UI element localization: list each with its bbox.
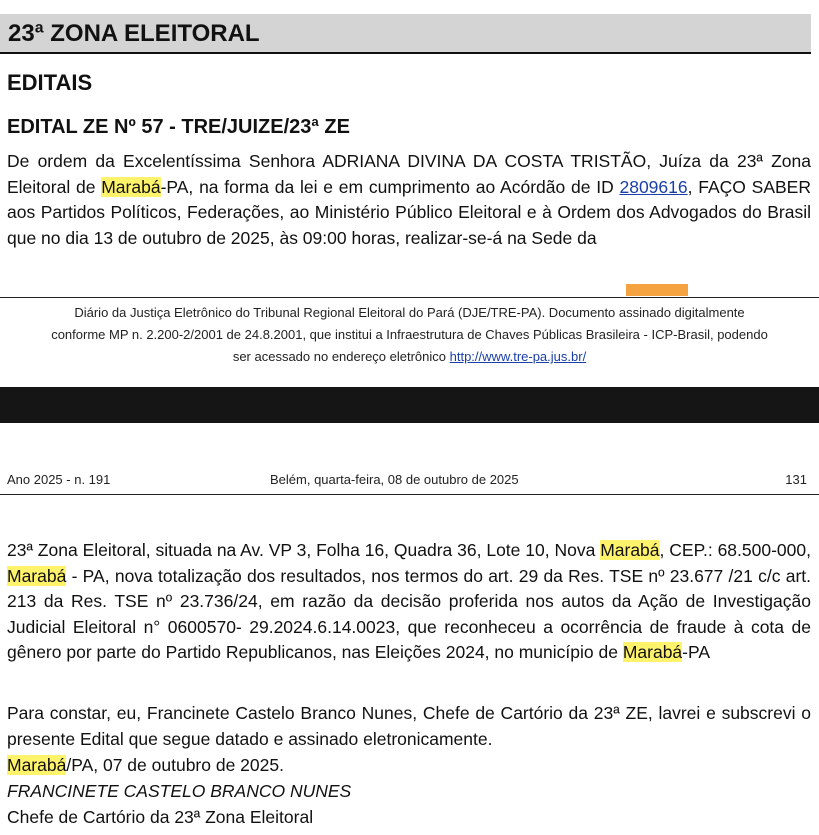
footer-line-3-text: ser acessado no endereço eletrônico	[232, 349, 450, 364]
issue-number: Ano 2025 - n. 191	[7, 472, 111, 487]
footer-line-3	[0, 346, 819, 368]
edital-paragraph-3: Para constar, eu, Francinete Castelo Branco Nunes, Chefe de Cartório da 23ª ZE, lavrei e subscrevi o presente Edital que segue datado e assinado eletronicamente.	[7, 703, 811, 749]
footer-divider	[0, 297, 819, 298]
p2-text-3: - PA, nova totalização dos resultados, nos termos do art. 29 da Res. TSE nº 23.677 /21 c/c art. 213 da Res. TSE nº 23.736/24, em razão da decisão proferida nos autos da Ação de Investigação Judicial Eleitoral n° 0600570- 29.2024.6.14.0023, que reconheceu a ocorrência de fraude à cota de gênero por parte do Partido Republicanos, nas Eleições 2024, no município de	[7, 565, 811, 662]
date-text: /PA, 07 de outubro de 2025.	[66, 755, 284, 775]
section-title-bar	[0, 14, 811, 54]
edital-paragraph-2	[7, 538, 811, 666]
publication-date: Belém, quarta-feira, 08 de outubro de 2025	[270, 472, 519, 487]
footer-line-2: conforme MP n. 2.200-2/2001 de 24.8.2001, que institui a Infraestrutura de Chaves Públicas Brasileira - ICP-Brasil, podendo	[51, 327, 768, 342]
page-header	[0, 472, 819, 492]
section-title: 23ª ZONA ELEITORAL	[8, 20, 260, 47]
acordao-id-link[interactable]: 2809616	[619, 176, 688, 197]
signer-name: FRANCINETE CASTELO BRANCO NUNES	[7, 781, 352, 801]
date-line	[7, 753, 284, 779]
tre-pa-url-link[interactable]: http://www.tre-pa.jus.br/	[449, 349, 587, 364]
editais-heading: EDITAIS	[7, 70, 93, 95]
highlight-maraba: Marabá	[101, 176, 161, 197]
highlight-maraba: Marabá	[600, 540, 660, 560]
p1-text-1: De ordem da Excelentíssima Senhora ADRIANA DIVINA DA COSTA TRISTÃO, Juíza da 23ª Zona Eleitoral de	[7, 151, 811, 197]
page-separator-band	[0, 387, 819, 423]
orange-marker	[626, 284, 688, 296]
p2-text-2: , CEP.: 68.500-000,	[659, 540, 811, 560]
p1-text-2: -PA, na forma da lei e em cumprimento ao Acórdão de ID	[160, 176, 620, 197]
edital-paragraph-1	[7, 149, 811, 251]
p2-text-1: 23ª Zona Eleitoral, situada na Av. VP 3, Folha 16, Quadra 36, Lote 10, Nova	[7, 540, 601, 560]
header-divider	[0, 494, 819, 495]
signer-role: Chefe de Cartório da 23ª Zona Eleitoral	[7, 807, 314, 827]
footer-line-1: Diário da Justiça Eletrônico do Tribunal Regional Eleitoral do Pará (DJE/TRE-PA). Documento assinado digitalmente	[74, 305, 745, 320]
p1-text-3: , FAÇO SABER aos Partidos Políticos, Federações, ao Ministério Público Eleitoral e à Ordem dos Advogados do Brasil que no dia 13 de outubro de 2025, às 09:00 horas, realizar-se-á na Sede da	[7, 176, 811, 248]
page-number: 131	[785, 472, 807, 487]
highlight-maraba: Marabá	[7, 565, 67, 586]
dje-footer-note	[0, 302, 819, 368]
p2-text-4: -PA	[682, 642, 711, 662]
edital-title: EDITAL ZE Nº 57 - TRE/JUIZE/23ª ZE	[7, 116, 350, 138]
highlight-maraba: Marabá	[622, 642, 683, 662]
highlight-maraba: Marabá	[7, 755, 67, 775]
